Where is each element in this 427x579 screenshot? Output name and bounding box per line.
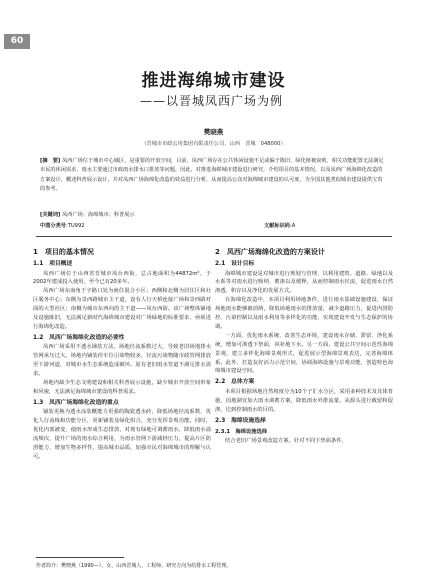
keywords	[40, 211, 386, 218]
paragraph: 铺装更换为透水涂装概能力更强的陶瓷透水砖，降低场地径流系数，优化人行流线和功能分区，更新铺装及绿化组合，充分发挥景观功能。同时，优化内部被变，使雨水形成生态排放，对现有绿地可调蓄雨水，降低雨水溢流频次，提升广场的雨水综合利用，为雨水管网下游减轻压力，提高片区防涝能力，增加生物多样性，提高城市品质，加强市民对海绵城市的理解与认可。	[33, 409, 211, 460]
clc-label: 中图分类号	[40, 223, 66, 229]
affiliation: （晋城市市政公用集团有限责任公司，山西 晋城 048000）	[141, 141, 286, 147]
header-divider	[36, 236, 392, 237]
doc-code-value: :A	[289, 223, 296, 229]
paragraph: 结合老旧广场景观改造方案，针对不同下垫面条件，	[225, 438, 347, 445]
author: 樊晓燕	[203, 128, 224, 136]
paragraph: 凤西广场位于山西省晋城市凤台西街，总占地面积为44872m²，于2002年建成投入使用，至今已有20多年。	[33, 270, 211, 286]
section-heading: 2 凤西广场海绵化改造的方案设计	[215, 248, 325, 256]
subsection-heading: 1.2 凤西广场海绵化改造的必要性	[33, 334, 125, 341]
keywords-label: [关键词]	[40, 212, 61, 218]
paragraph: 一方面，优化雨水系统，改善生态环境，建设雨水存储、滞留、净化系统，增加可渗透下垫面，回补地下水。另一方面，建设公共空间示范性海绵景观，建立多样化海绵景观形式，促进展示型海绵景观表达，完善海绵体系。此外，打造友好活力示范空间，协调海绵设施与景观功能，创造特色海绵城市建设空间。	[215, 332, 393, 375]
abstract-text: 凤西广场位于城市中心城区，是重要的开放空间，目前，凤西广场存在公共休闲设施不足或偏于陈旧、绿化植被衰败、相关功能配置无法满足市民的休闲需求、雨水主要通过市政雨水排水口排放等问题。因此，对推进海绵城市建设进行研究，介绍项目的基本情况，以及凤西广场海绵化改造的方案设计，概述科普展示设计，并对凤西广场海绵化改造的效益进行分析，从而提高公众对海绵城市建设的认可度，为全国其他类似城市建设提供宝贵的参考。	[40, 158, 384, 193]
paragraph: 在海绵化改造中，本项目利用场地条件，进行雨水基础设施建设，保证场地雨水能够被消纳，降低场地雨水的排放量，减少道路压力，促进内涝防控、污染控制以及雨水利用等多样化的功能，实现建设开发与生态保护的协调。	[215, 297, 393, 330]
author-footnote: 作者简介：樊晓燕（1990—），女，山西晋城人，工程师，研究方向为给排水工程管理。	[36, 563, 232, 569]
subsection-heading: 2.2 总体方案	[215, 379, 255, 386]
paragraph: 场地内缺少生态文明建设和相关科普展示设施，缺少城市开放空间形象和风貌，无法满足海绵城市建设的科普需求。	[33, 379, 211, 395]
subsection-heading: 1.1 项目概述	[33, 261, 73, 267]
clc-number	[40, 222, 85, 229]
paragraph: 凤西广场东南角于字路口处为商住混合小区；西侧和北侧为居住区和社区服务中心；东侧为景西路城市主干道，设有人行天桥连接广场和景西路对面的大型社区；南侧为城市东西向的主干道——凤台西街。该广场整体铺地及设施陈旧，无法满足新时代海绵城市建设对广场绿地的标准要求，亟须进行海绵化改造。	[33, 288, 211, 330]
page-number: 60	[4, 34, 30, 49]
keywords-text: 凤西广场；海绵城市；科普展示	[61, 212, 135, 218]
paragraph: 海绵城市建设是对城市进行规划与管理，以利用建筑、道路、绿地以及水系等对雨水进行吸纳、蓄渗以及缓释，从而控制雨水径流，促进雨水自然渗透、积存以及净化的发展方式。	[215, 270, 393, 295]
subsection-heading: 2.3 海绵设施选择	[215, 417, 266, 424]
left-column	[33, 247, 211, 462]
subsubsection-heading: 2.3.1 海绵设施选择	[215, 429, 268, 436]
doc-code-label: 文献标识码	[264, 223, 290, 229]
section-heading: 1 项目的基本情况	[33, 248, 94, 256]
article-subtitle: ——以晋城凤西广场为例	[140, 94, 284, 108]
abstract-label: [摘 要]	[40, 158, 61, 164]
right-column	[215, 247, 393, 446]
subsection-heading: 1.3 凤西广场海绵化改造的重点	[33, 399, 119, 406]
paragraph: 本项目根据场地自然坡度分为10个子汇水分区，采用多种技术及其体育施，因地制宜加大雨水调蓄方案，降低雨水外排流量，从源头进行截留和促渗，达到控制雨水的目的。	[215, 388, 393, 413]
clc-value: :TU992	[65, 223, 85, 229]
subsection-heading: 2.1 设计目标	[215, 261, 255, 267]
paragraph: 凤西广场采用不透水铺装方法，场地径流系数过大，导致老旧场地排水管网承压过大。场地内铺装停车位引染物较多，径流污染物随市政管网排放至下游河道，对城市水生态系统造成破坏。原有老旧雨水管道不满足排水需求。	[33, 344, 211, 378]
article-title: 推进海绵城市建设	[141, 71, 286, 91]
abstract	[40, 157, 386, 195]
document-code	[264, 222, 295, 229]
footnote-divider	[36, 557, 124, 558]
